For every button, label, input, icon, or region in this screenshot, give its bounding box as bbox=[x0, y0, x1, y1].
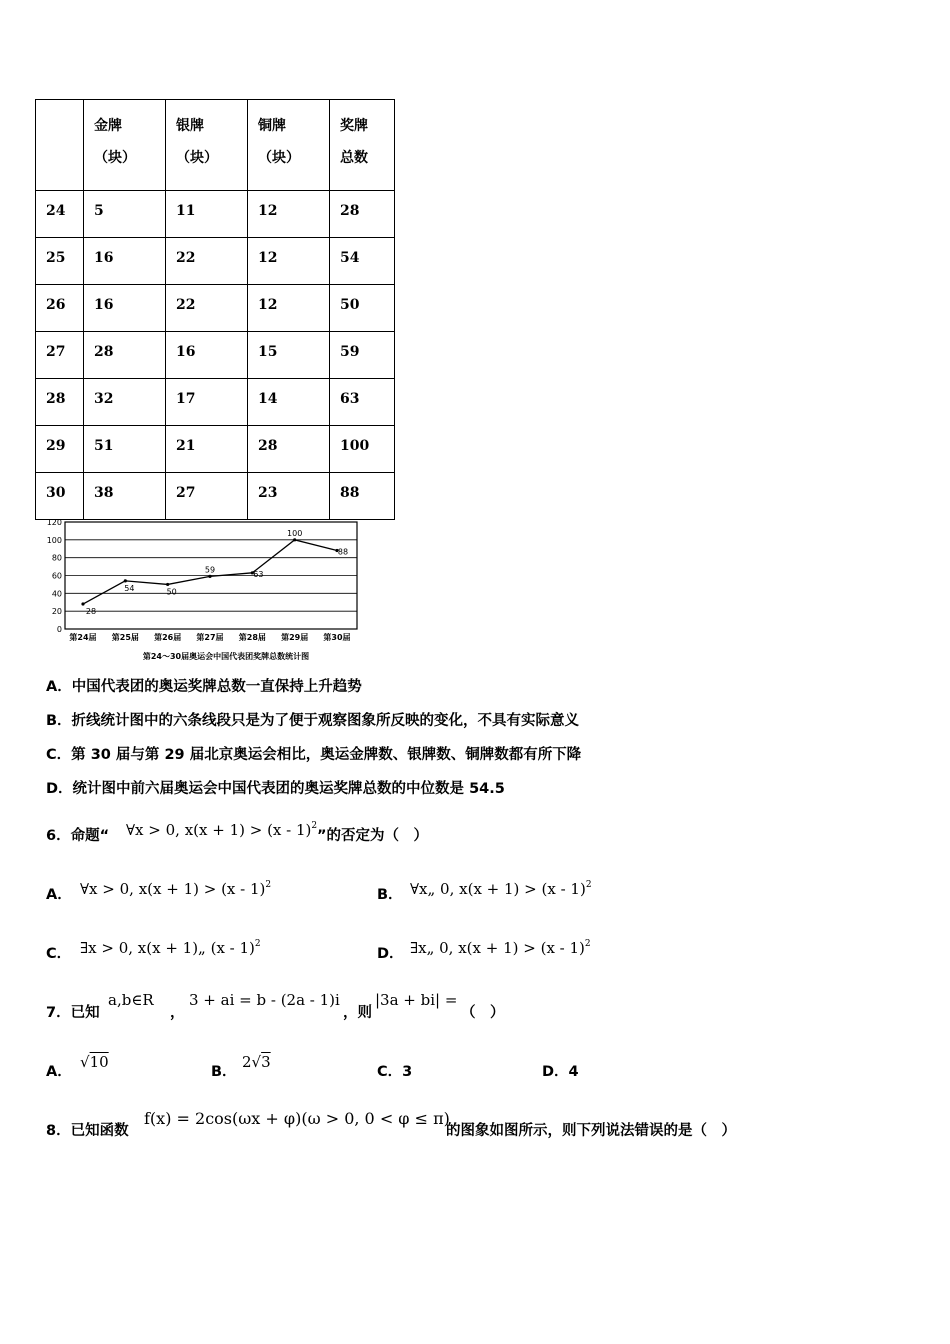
table-cell: 28 bbox=[248, 426, 330, 473]
table-cell: 24 bbox=[36, 191, 84, 238]
y-tick-label: 80 bbox=[51, 553, 62, 563]
q6-stem-math: ∀x > 0, x(x + 1) > (x - 1)$^2$ bbox=[126, 821, 318, 839]
y-tick-label: 100 bbox=[46, 535, 62, 545]
q7-option-c: C．3 bbox=[377, 1064, 413, 1080]
table-cell: 50 bbox=[330, 285, 395, 332]
table-row bbox=[36, 238, 395, 285]
table-row bbox=[36, 473, 395, 520]
table-cell: 27 bbox=[36, 332, 84, 379]
medal-table bbox=[35, 99, 395, 520]
q7-comma: ， bbox=[170, 1005, 185, 1021]
q8-function: f(x) = 2cos(ωx + φ)(ω > 0, 0 < φ ≤ π) bbox=[144, 1109, 450, 1128]
q7-option-a-label: A． bbox=[46, 1064, 72, 1080]
table-cell: 12 bbox=[248, 191, 330, 238]
table-row bbox=[36, 426, 395, 473]
q6-option-a-math: ∀x > 0, x(x + 1) > (x - 1)$^2$ bbox=[80, 880, 272, 898]
table-cell: 59 bbox=[330, 332, 395, 379]
x-tick-label: 第24届 bbox=[69, 633, 97, 642]
x-tick-label: 第29届 bbox=[281, 633, 309, 642]
table-header-row bbox=[36, 100, 395, 191]
q7-condition-2: 3 + ai = b - (2a - 1)i bbox=[189, 991, 340, 1009]
table-header-cell: 金牌 （块） bbox=[84, 100, 166, 191]
q6-option-c-label: C． bbox=[46, 946, 72, 962]
table-cell: 21 bbox=[166, 426, 248, 473]
table-header-cell: 奖牌 总数 bbox=[330, 100, 395, 191]
y-tick-label: 60 bbox=[51, 571, 62, 581]
q7-option-b-math: 2√3 bbox=[242, 1053, 271, 1071]
table-cell: 88 bbox=[330, 473, 395, 520]
x-tick-label: 第27届 bbox=[196, 633, 224, 642]
table-header-cell: 银牌 （块） bbox=[166, 100, 248, 191]
table-cell: 15 bbox=[248, 332, 330, 379]
q5-option-a: A．中国代表团的奥运奖牌总数一直保持上升趋势 bbox=[46, 679, 362, 695]
table-row bbox=[36, 379, 395, 426]
table-cell: 25 bbox=[36, 238, 84, 285]
table-cell: 28 bbox=[330, 191, 395, 238]
x-tick-label: 第26届 bbox=[154, 633, 182, 642]
table-cell: 28 bbox=[84, 332, 166, 379]
table-header-cell: 铜牌 （块） bbox=[248, 100, 330, 191]
table-cell: 22 bbox=[166, 238, 248, 285]
table-cell: 16 bbox=[166, 332, 248, 379]
q6-option-d-math: ∃x„ 0, x(x + 1) > (x - 1)$^2$ bbox=[410, 939, 591, 957]
data-label: 54 bbox=[124, 583, 135, 593]
q5-option-c: C．第 30 届与第 29 届北京奥运会相比，奥运金牌数、银牌数、铜牌数都有所下降 bbox=[46, 747, 582, 763]
chart-title: 第24～30届奥运会中国代表团奖牌总数统计图 bbox=[142, 652, 310, 661]
data-point bbox=[166, 583, 169, 586]
table-cell: 12 bbox=[248, 238, 330, 285]
table-cell: 17 bbox=[166, 379, 248, 426]
data-point bbox=[293, 538, 296, 541]
data-point bbox=[124, 579, 127, 582]
table-cell: 26 bbox=[36, 285, 84, 332]
q6-option-a-label: A． bbox=[46, 887, 72, 903]
data-point bbox=[81, 602, 84, 605]
q8-prefix: 8．已知函数 bbox=[46, 1123, 129, 1139]
medal-line-chart bbox=[35, 515, 365, 665]
y-tick-label: 120 bbox=[46, 518, 62, 527]
q6-option-c-math: ∃x > 0, x(x + 1)„ (x - 1)$^2$ bbox=[80, 939, 261, 957]
q5-option-d: D．统计图中前六届奥运会中国代表团的奥运奖牌总数的中位数是 54.5 bbox=[46, 781, 505, 797]
table-cell: 16 bbox=[84, 238, 166, 285]
table-cell: 22 bbox=[166, 285, 248, 332]
data-point bbox=[208, 575, 211, 578]
data-label: 28 bbox=[85, 607, 97, 617]
table-cell: 38 bbox=[84, 473, 166, 520]
y-tick-label: 40 bbox=[51, 589, 62, 599]
table-row bbox=[36, 285, 395, 332]
x-tick-label: 第28届 bbox=[238, 633, 266, 642]
y-tick-label: 0 bbox=[56, 625, 62, 634]
table-cell: 11 bbox=[166, 191, 248, 238]
table-cell: 63 bbox=[330, 379, 395, 426]
q8-suffix: 的图象如图所示，则下列说法错误的是（ ） bbox=[446, 1123, 736, 1139]
table-cell: 29 bbox=[36, 426, 84, 473]
table-row bbox=[36, 191, 395, 238]
q7-prefix: 7．已知 bbox=[46, 1005, 100, 1021]
q7-then: ，则 bbox=[343, 1005, 372, 1021]
table-cell: 54 bbox=[330, 238, 395, 285]
table-header-cell bbox=[36, 100, 84, 191]
table-cell: 16 bbox=[84, 285, 166, 332]
q6-option-b-label: B． bbox=[377, 887, 403, 903]
table-cell: 100 bbox=[330, 426, 395, 473]
table-cell: 30 bbox=[36, 473, 84, 520]
x-tick-label: 第25届 bbox=[111, 633, 139, 642]
table-cell: 14 bbox=[248, 379, 330, 426]
table-cell: 28 bbox=[36, 379, 84, 426]
data-label: 88 bbox=[337, 547, 349, 557]
data-label: 100 bbox=[287, 528, 303, 538]
x-tick-label: 第30届 bbox=[323, 633, 351, 642]
y-tick-label: 20 bbox=[51, 607, 62, 617]
table-cell: 5 bbox=[84, 191, 166, 238]
q7-option-a-math: √10 bbox=[80, 1053, 109, 1071]
table-cell: 32 bbox=[84, 379, 166, 426]
data-label: 63 bbox=[253, 569, 264, 579]
table-cell: 12 bbox=[248, 285, 330, 332]
data-label: 59 bbox=[204, 565, 216, 575]
q7-option-b-label: B． bbox=[211, 1064, 237, 1080]
table-cell: 51 bbox=[84, 426, 166, 473]
q5-option-b: B．折线统计图中的六条线段只是为了便于观察图象所反映的变化，不具有实际意义 bbox=[46, 713, 580, 729]
table-row bbox=[36, 332, 395, 379]
q6-stem-prefix: 6．命题“ bbox=[46, 828, 110, 844]
data-label: 50 bbox=[166, 587, 177, 597]
q7-paren: （ ） bbox=[461, 1005, 505, 1021]
q6-stem-suffix: ”的否定为（ ） bbox=[317, 828, 429, 844]
q6-option-d-label: D． bbox=[377, 946, 404, 962]
q7-option-d: D．4 bbox=[542, 1064, 579, 1080]
table-cell: 27 bbox=[166, 473, 248, 520]
q7-expression: |3a + bi| = bbox=[375, 991, 458, 1009]
q7-condition-1: a,b∈R bbox=[108, 991, 154, 1009]
table-cell: 23 bbox=[248, 473, 330, 520]
q6-option-b-math: ∀x„ 0, x(x + 1) > (x - 1)$^2$ bbox=[410, 880, 592, 898]
